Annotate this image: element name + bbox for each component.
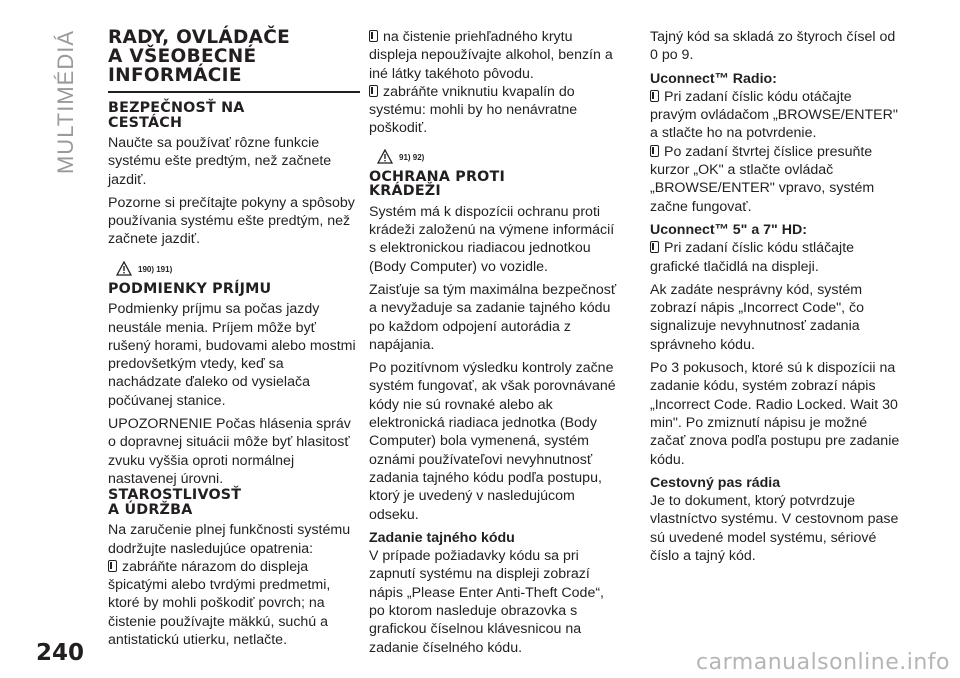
section-side-tab bbox=[46, 22, 86, 182]
paragraph: Po pozitívnom výsledku kontroly začne systém fungovať, ak však porovnávané kódy nie sú rovnaké alebo ak elektronická riadiaca jednotka (Body Computer) bola vymenená, systém oznámi používateľovi nevyhnutnosť zadania tajného kódu podľa postupu, ktorý je uvedený v nasledujúcom odseku. bbox=[369, 360, 616, 523]
paragraph: Na zaručenie plnej funkčnosti systému dodržujte nasledujúce opatrenia: bbox=[108, 522, 351, 557]
page-number: 240 bbox=[36, 640, 85, 666]
heading-road-safety: BEZPEČNOSŤ NA CESTÁCH bbox=[108, 100, 245, 131]
warning-reference bbox=[116, 254, 360, 276]
paragraph: UPOZORNENIE Počas hlásenia správ o dopravnej situácii môže byť hlasitosť zvuku vyššia oproti normálnej nastavenej úrovni. bbox=[108, 416, 351, 487]
paragraph: Pozorne si prečítajte pokyny a spôsoby používania systému ešte predtým, než začnete jazdiť. bbox=[108, 194, 355, 248]
list-item: na čistenie priehľadného krytu displeja nepoužívajte alkohol, benzín a iné látky takéhoto pôvodu. bbox=[369, 29, 613, 82]
list-item: Pri zadaní číslic kódu stláčajte grafické tlačidlá na displeji. bbox=[650, 240, 855, 275]
chapter-title: RADY, OVLÁDAČE A VŠEOBECNÉ INFORMÁCIE bbox=[108, 28, 360, 93]
section-label: MULTIMÉDIÁ bbox=[53, 29, 78, 175]
list-item: zabráňte vniknutiu kvapalín do systému: mohli by ho nenávratne poškodiť. bbox=[369, 83, 578, 137]
heading-reception: PODMIENKY PRÍJMU bbox=[108, 280, 272, 297]
paragraph: Zaisťuje sa tým maximálna bezpečnosť a nevyžaduje sa zadanie tajného kódu po každom odpojení autorádia z napájania. bbox=[369, 281, 617, 353]
subheading-uconnect-radio: Uconnect™ Radio: bbox=[650, 70, 777, 87]
bullet-box-icon bbox=[650, 90, 659, 102]
warning-ref-numbers: 190) 191) bbox=[138, 264, 173, 274]
paragraph: V prípade požiadavky kódu sa pri zapnutí systému na displeji zobrazí nápis „Please Enter Anti-Theft Code“, po ktorom nasleduje obrazovka s grafickou číselnou klávesnicou na zadanie číselného kódu. bbox=[369, 548, 605, 656]
watermark: carmanualsonline.info bbox=[696, 650, 950, 675]
bullet-box-icon bbox=[369, 30, 378, 42]
subheading-uconnect-hd: Uconnect™ 5" a 7" HD: bbox=[650, 221, 807, 238]
paragraph: Systém má k dispozícii ochranu proti krádeži založenú na výmene informácií s elektronickou riadiacou jednotkou (Body Computer) vo vozidle. bbox=[369, 203, 615, 275]
paragraph: Naučte sa používať rôzne funkcie systému ešte predtým, než začnete jazdiť. bbox=[108, 135, 332, 188]
bullet-box-icon bbox=[650, 241, 659, 253]
paragraph: Ak zadáte nesprávny kód, systém zobrazí nápis „Incorrect Code", čo signalizuje nevyhnutnosť zadania správneho kódu. bbox=[650, 281, 865, 353]
column-1 bbox=[108, 28, 360, 649]
list-item: Pri zadaní číslic kódu otáčajte pravým ovládačom „BROWSE/ENTER" a stlačte ho na potvrdenie. bbox=[650, 88, 898, 142]
list-item: Po zadaní štvrtej číslice presuňte kurzor „OK" a stlačte ovládač „BROWSE/ENTER" vpravo, systém začne fungovať. bbox=[650, 143, 875, 215]
list-item: zabráňte nárazom do displeja špicatými alebo tvrdými predmetmi, ktoré by mohli poškodiť povrch; na čistenie používajte mäkkú, suchú a antistatickú utierku, netlačte. bbox=[108, 558, 331, 649]
column-2 bbox=[369, 28, 621, 662]
bullet-box-icon bbox=[650, 145, 659, 157]
heading-care-maintenance: STAROSTLIVOSŤ A ÚDRŽBA bbox=[108, 487, 242, 518]
paragraph: Po 3 pokusoch, ktoré sú k dispozícii na zadanie kódu, systém zobrazí nápis „Incorrect Code. Radio Locked. Wait 30 min". Po zmiznutí nápisu je možné začať znova podľa postupu pre zadanie kódu. bbox=[650, 360, 900, 468]
bullet-box-icon bbox=[108, 560, 117, 572]
subheading-secret-code: Zadanie tajného kódu bbox=[369, 529, 515, 546]
bullet-box-icon bbox=[369, 85, 378, 97]
warning-triangle-icon bbox=[377, 149, 393, 164]
heading-anti-theft: OCHRANA PROTI KRÁDEŽI bbox=[369, 168, 506, 200]
paragraph: Je to dokument, ktorý potvrdzuje vlastníctvo systému. V cestovnom pase sú uvedené model systému, sériové číslo a tajný kód. bbox=[650, 493, 899, 565]
paragraph: Podmienky príjmu sa počas jazdy neustále menia. Príjem môže byť rušený horami, budovami alebo mostmi predovšetkým vtedy, keď sa nachádzate ďaleko od vysielača počúvanej stanice. bbox=[108, 301, 356, 409]
warning-reference bbox=[377, 142, 621, 164]
warning-triangle-icon bbox=[116, 261, 132, 276]
paragraph: Tajný kód sa skladá zo štyroch čísel od 0 po 9. bbox=[650, 29, 896, 64]
subheading-radio-passport: Cestovný pas rádia bbox=[650, 474, 781, 491]
warning-ref-numbers: 91) 92) bbox=[399, 152, 425, 162]
column-3 bbox=[650, 28, 902, 570]
